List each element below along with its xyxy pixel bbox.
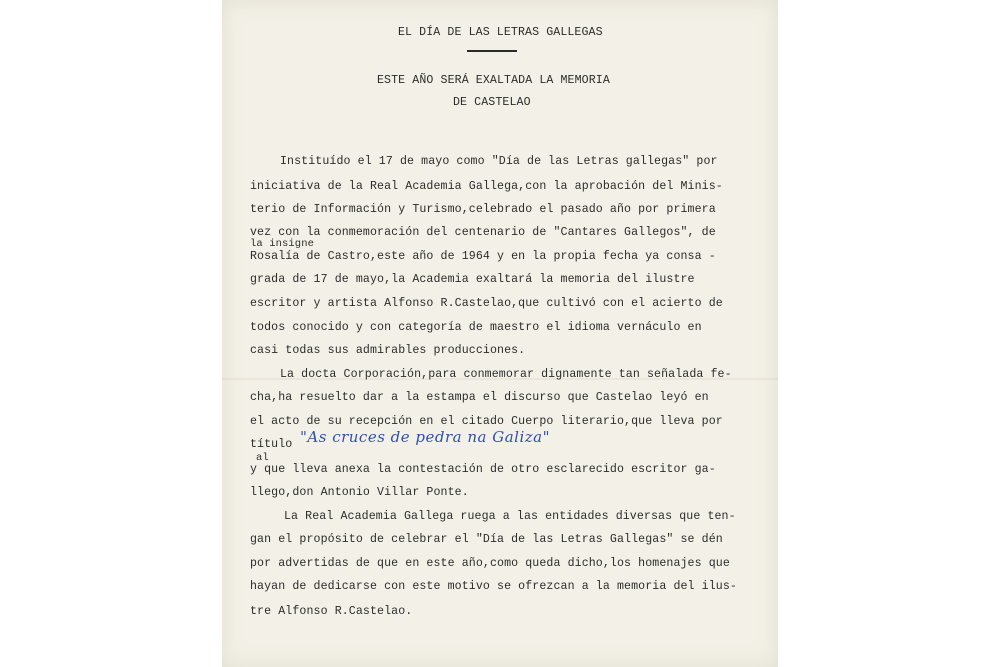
body-line: gan el propósito de celebrar el "Día de las Letras Gallegas" se dén [250,533,723,546]
document-heading: EL DÍA DE LAS LETRAS GALLEGAS [398,26,603,39]
body-line: escritor y artista Alfonso R.Castelao,que cultivó con el acierto de [250,297,723,310]
body-line: terio de Información y Turismo,celebrado el pasado año por primera [250,203,716,216]
interlinear-insertion: la insigne [250,238,315,250]
body-line: La docta Corporación,para conmemorar dignamente tan señalada fe- [280,368,732,381]
body-line: por advertidas de que en este año,como queda dicho,los homenajes que [250,557,730,570]
body-line: el acto de su recepción en el citado Cuerpo literario,que lleva por [250,415,723,428]
body-line: y que lleva anexa la contestación de otro esclarecido escritor ga- [250,463,716,476]
body-line: Rosalía de Castro,este año de 1964 y en la propia fecha ya consa - [250,250,716,263]
subheading-line-2: DE CASTELAO [453,96,531,109]
body-line: La Real Academia Gallega ruega a las entidades diversas que ten- [284,510,736,523]
body-line: cha,ha resuelto dar a la estampa el discurso que Castelao leyó en [250,391,709,404]
body-line: grada de 17 de mayo,la Academia exaltará la memoria del ilustre [250,273,695,286]
body-line: casi todas sus admirables producciones. [250,344,526,357]
body-line: título [250,438,293,451]
interlinear-insertion: al [256,452,269,464]
body-line: iniciativa de la Real Academia Gallega,con la aprobación del Minis- [250,180,723,193]
handwritten-title: "As cruces de pedra na Galiza" [300,428,551,446]
body-line: Instituído el 17 de mayo como "Día de las Letras gallegas" por [280,155,718,168]
subheading-line-1: ESTE AÑO SERÁ EXALTADA LA MEMORIA [377,74,610,87]
body-line: hayan de dedicarse con este motivo se ofrezcan a la memoria del ilus- [250,580,737,593]
body-line: tre Alfonso R.Castelao. [250,605,413,618]
body-line: todos conocido y con categoría de maestro el idioma vernáculo en [250,321,702,334]
heading-underline [467,50,517,52]
body-line: llego,don Antonio Villar Ponte. [250,486,469,499]
body-line: vez con la conmemoración del centenario de "Cantares Gallegos", de [250,226,716,239]
